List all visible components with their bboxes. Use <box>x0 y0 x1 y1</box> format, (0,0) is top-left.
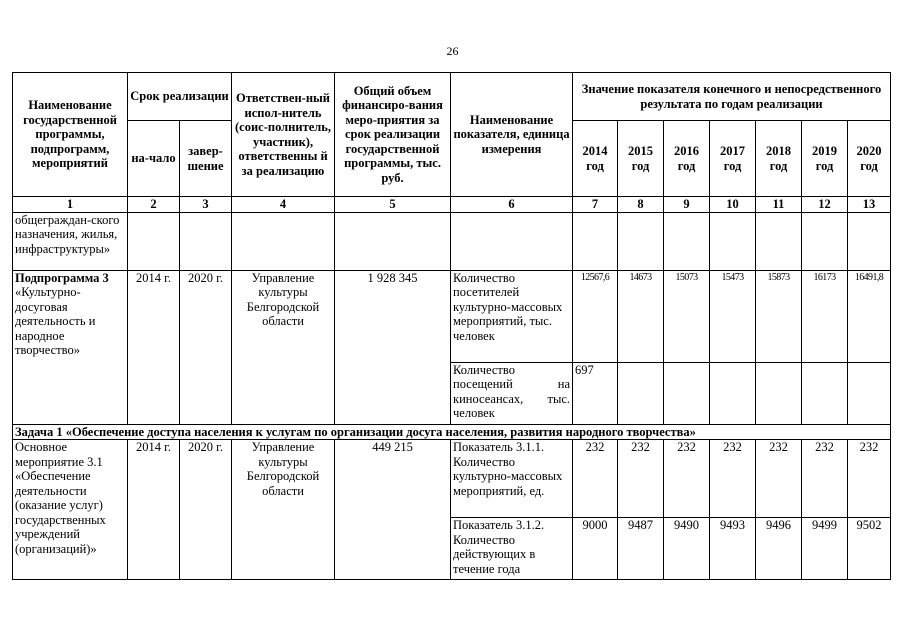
col-number: 3 <box>180 197 232 213</box>
subprogram-name <box>13 270 128 424</box>
page-number: 26 <box>446 44 459 58</box>
header-year-2016: 2016 год <box>664 121 710 197</box>
subprogram-indicator-2: Количество посещений на киносеансах, тыс. человек <box>451 362 573 424</box>
task-1-title: Задача 1 «Обеспечение доступа населения к услугам по организации досуга населения, развития народного творчества» <box>13 424 891 440</box>
event-indicator-2: Показатель 3.1.2. Количество действующих в течение года <box>451 518 573 580</box>
indicator-value: 15073 <box>664 270 710 362</box>
subprogram-row <box>13 270 891 362</box>
col-number: 13 <box>848 197 891 213</box>
subprogram-responsible: Управление культуры Белгородской области <box>232 270 335 424</box>
header-year-2020: 2020 год <box>848 121 891 197</box>
subprogram-start: 2014 г. <box>128 270 180 424</box>
header-values: Значение показателя конечного и непосредственного результата по годам реализации <box>573 73 891 121</box>
indicator-value: 15873 <box>756 270 802 362</box>
header-responsible: Ответствен-ный испол-нитель (соис-полнитель, участник), ответственны й за реализацию <box>232 73 335 197</box>
continuation-row <box>13 212 891 270</box>
col-number: 6 <box>451 197 573 213</box>
program-table <box>12 72 891 580</box>
col-number: 7 <box>573 197 618 213</box>
header-year-2015: 2015 год <box>618 121 664 197</box>
col-number: 11 <box>756 197 802 213</box>
indicator-value: 9493 <box>710 518 756 580</box>
subprogram-indicator-1: Количество посетителей культурно-массовых мероприятий, тыс. человек <box>451 270 573 362</box>
indicator-value: 232 <box>618 440 664 518</box>
indicator-value: 9000 <box>573 518 618 580</box>
indicator-value: 9490 <box>664 518 710 580</box>
col-number: 4 <box>232 197 335 213</box>
header-period: Срок реализации <box>128 73 232 121</box>
header-end: завер-шение <box>180 121 232 197</box>
indicator-value: 232 <box>848 440 891 518</box>
col-number: 12 <box>802 197 848 213</box>
header-volume: Общий объем финансиро-вания меро-приятия за срок реализации государственной программы, тыс. руб. <box>335 73 451 197</box>
subprogram-subtitle: «Культурно-досуговая деятельность и народное творчество» <box>15 285 96 357</box>
column-number-row <box>13 197 891 213</box>
col-number: 8 <box>618 197 664 213</box>
event-name: Основное мероприятие 3.1 «Обеспечение деятельности (оказание услуг) государственных учреждений (организаций)» <box>13 440 128 580</box>
indicator-value: 232 <box>710 440 756 518</box>
indicator-value: 16491,8 <box>848 270 891 362</box>
event-volume: 449 215 <box>335 440 451 580</box>
indicator-value: 232 <box>802 440 848 518</box>
header-year-2019: 2019 год <box>802 121 848 197</box>
indicator-value: 697 <box>573 362 618 424</box>
header-name: Наименование государственной программы, подпрограмм, мероприятий <box>13 73 128 197</box>
indicator-value: 232 <box>573 440 618 518</box>
col-number: 5 <box>335 197 451 213</box>
event-responsible: Управление культуры Белгородской области <box>232 440 335 580</box>
indicator-value: 15473 <box>710 270 756 362</box>
event-start: 2014 г. <box>128 440 180 580</box>
col-number: 10 <box>710 197 756 213</box>
header-year-2018: 2018 год <box>756 121 802 197</box>
indicator-value: 16173 <box>802 270 848 362</box>
header-start: на-чало <box>128 121 180 197</box>
indicator-value: 232 <box>756 440 802 518</box>
indicator-value: 9502 <box>848 518 891 580</box>
indicator-value: 9496 <box>756 518 802 580</box>
indicator-value: 232 <box>664 440 710 518</box>
event-end: 2020 г. <box>180 440 232 580</box>
header-indicator: Наименование показателя, единица измерения <box>451 73 573 197</box>
col-number: 2 <box>128 197 180 213</box>
task-row <box>13 424 891 440</box>
col-number: 1 <box>13 197 128 213</box>
event-indicator-1: Показатель 3.1.1. Количество культурно-массовых мероприятий, ед. <box>451 440 573 518</box>
header-year-2014: 2014 год <box>573 121 618 197</box>
header-year-2017: 2017 год <box>710 121 756 197</box>
indicator-value: 12567,6 <box>573 270 618 362</box>
subprogram-title: Подпрограмма 3 <box>15 270 109 285</box>
subprogram-end: 2020 г. <box>180 270 232 424</box>
event-row <box>13 440 891 518</box>
subprogram-volume: 1 928 345 <box>335 270 451 424</box>
indicator-value: 9499 <box>802 518 848 580</box>
indicator-value: 14673 <box>618 270 664 362</box>
indicator-value: 9487 <box>618 518 664 580</box>
col-number: 9 <box>664 197 710 213</box>
continuation-text: общеграждан-ского назначения, жилья, инфраструктуры» <box>13 212 128 270</box>
